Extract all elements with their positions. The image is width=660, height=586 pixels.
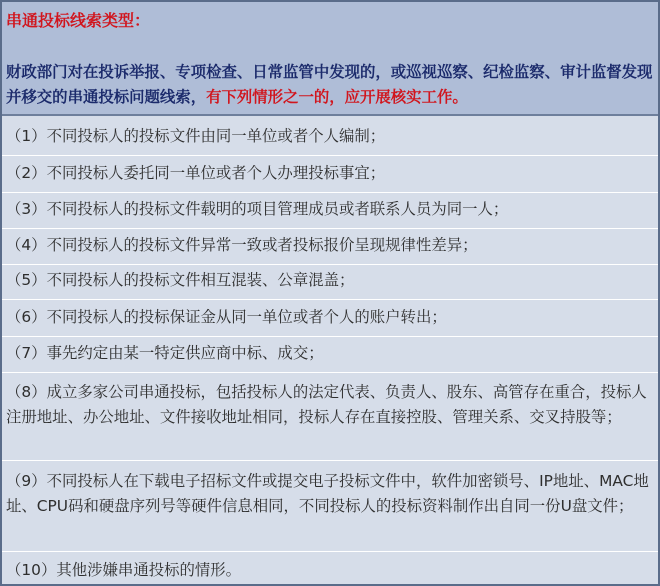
clue-item-1: （1）不同投标人的投标文件由同一单位或者个人编制； (6, 127, 386, 145)
divider (2, 551, 658, 552)
divider (2, 155, 658, 156)
divider (2, 460, 658, 461)
divider (2, 228, 658, 229)
divider (2, 336, 658, 337)
panel-title: 串通投标线索类型： (6, 11, 151, 30)
clue-item-8: （8）成立多家公司串通投标，包括投标人的法定代表、负责人、股东、高管存在重合，投标人注册地址、办公地址、文件接收地址相同，投标人存在直接控股、管理关系、交叉持股等； (6, 383, 647, 426)
clue-item-7: （7）事先约定由某一特定供应商中标、成交； (6, 344, 324, 362)
divider (2, 264, 658, 265)
intro-highlight: 有下列情形之一的，应开展核实工作。 (206, 88, 468, 106)
clue-item-3: （3）不同投标人的投标文件载明的项目管理成员或者联系人员为同一人； (6, 200, 509, 218)
intro-text: 财政部门对在投诉举报、专项检查、日常监管中发现的，或巡视巡察、纪检监察、审计监督发现并移交的串通投标问题线索， (6, 63, 653, 106)
clue-item-4: （4）不同投标人的投标文件异常一致或者投标报价呈现规律性差异； (6, 236, 478, 254)
clue-item-9: （9）不同投标人在下载电子招标文件或提交电子投标文件中，软件加密锁号、IP地址、MAC地址、CPU码和硬盘序列号等硬件信息相同，不同投标人的投标资料制作出自同一份U盘文件； (6, 472, 649, 515)
panel-header (2, 2, 658, 116)
clue-item-5: （5）不同投标人的投标文件相互混装、公章混盖； (6, 271, 355, 289)
panel-intro (6, 60, 654, 110)
divider (2, 192, 658, 193)
clue-item-6: （6）不同投标人的投标保证金从同一单位或者个人的账户转出； (6, 308, 447, 326)
clue-item-10: （10）其他涉嫌串通投标的情形。 (6, 561, 242, 579)
divider (2, 372, 658, 373)
clue-item-2: （2）不同投标人委托同一单位或者个人办理投标事宜； (6, 164, 386, 182)
divider (2, 299, 658, 300)
